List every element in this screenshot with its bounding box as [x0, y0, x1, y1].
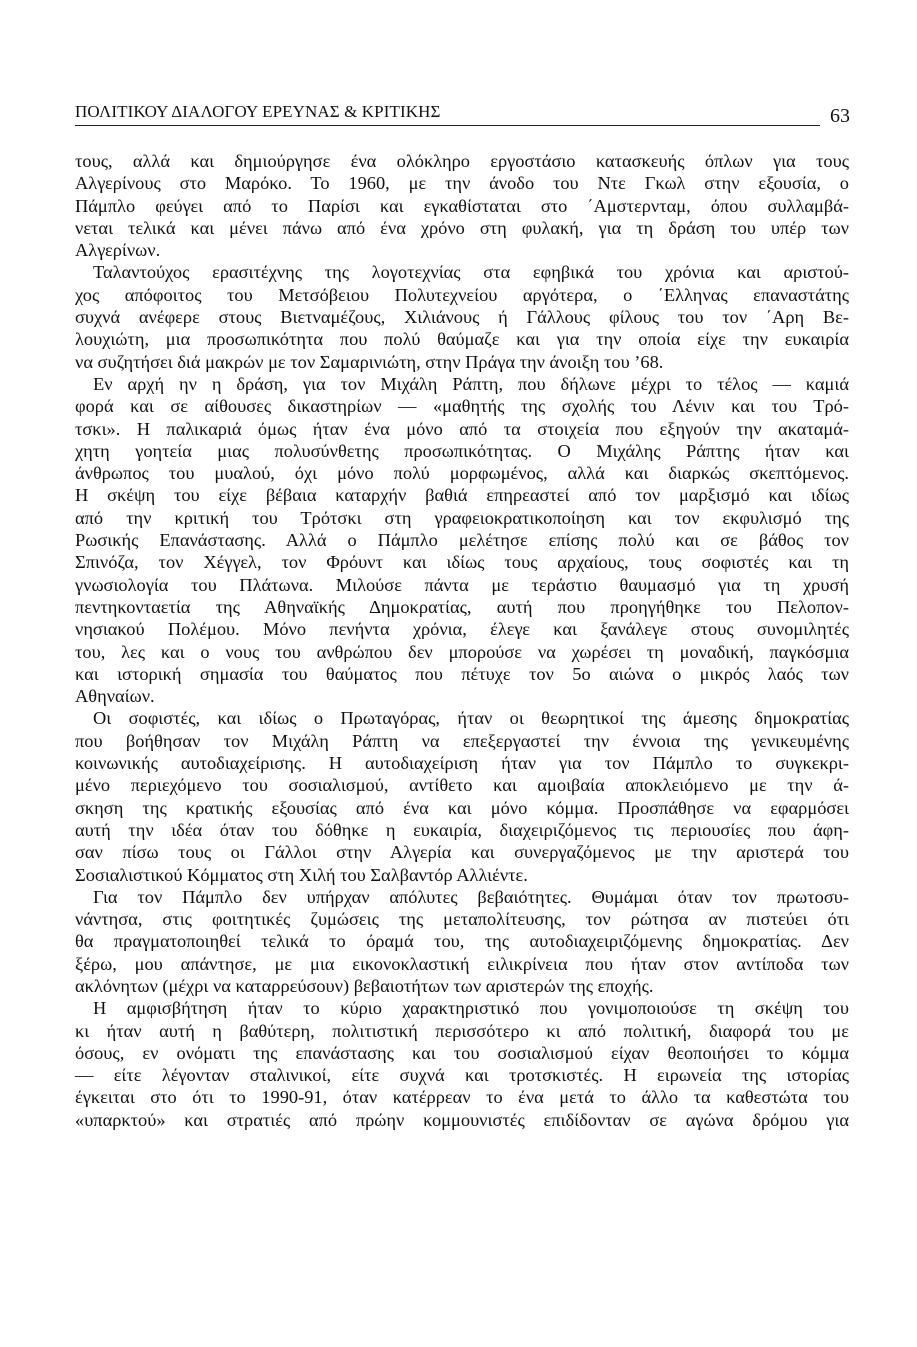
text-line: να συζητήσει διά μακρών με τον Σαμαρινιώτη, στην Πράγα την άνοιξη του ’68. [75, 351, 664, 372]
text-line: πεντηκονταετία της Αθηναϊκής Δημοκρατίας, αυτή που προηγήθηκε του Πελοπον- [75, 596, 849, 617]
text-line: ακλόνητων (μέχρι να καταρρεύσουν) βεβαιοτήτων των αριστερών της εποχής. [75, 975, 654, 996]
text-line: Αλγερίνους στο Μαρόκο. Το 1960, με την άνοδο του Ντε Γκωλ στην εξουσία, ο [75, 173, 849, 194]
body-text [75, 150, 849, 1131]
text-line: Σπινόζα, τον Χέγγελ, τον Φρόυντ και ιδίως τους αρχαίους, τους σοφιστές και τη [75, 552, 849, 573]
text-line: νησιακού Πολέμου. Μόνο πενήντα χρόνια, έλεγε και ξανάλεγε στους συνομιλητές [75, 619, 849, 640]
text-line: συχνά ανέφερε στους Βιετναμέζους, Χιλιάνους ή Γάλλους φίλους του τον ΄Αρη Βε- [75, 307, 849, 328]
header-rule [75, 125, 820, 126]
text-line: λουχιώτη, μια προσωπικότητα που πολύ θαύμαζε και για την οποία είχε την ευκαιρία [75, 329, 849, 350]
text-line: και ιστορική σημασία του θαύματος που πέτυχε τον 5ο αιώνα ο μικρός λαός των [75, 663, 849, 684]
text-line: — είτε λέγονταν σταλινικοί, είτε συχνά και τροτσκιστές. Η ειρωνεία της ιστορίας [75, 1065, 849, 1086]
text-line: από την κριτική του Τρότσκι στη γραφειοκρατικοποίηση και τον εκφυλισμό της [75, 507, 849, 528]
page-header [75, 98, 850, 128]
text-line: σκηση της κρατικής εξουσίας από ένα και μόνο κόμμα. Προσπάθησε να εφαρμόσει [75, 797, 849, 818]
paragraph [75, 997, 849, 1131]
page-number: 63 [830, 105, 850, 127]
text-line: έγκειται στο ότι το 1990-91, όταν κατέρρεαν το ένα μετά το άλλο τα καθεστώτα του [75, 1087, 849, 1108]
text-line: Ταλαντούχος ερασιτέχνης της λογοτεχνίας στα εφηβικά του χρόνια και αριστού- [93, 262, 849, 283]
text-line: γνωσιολογία του Πλάτωνα. Μιλούσε πάντα με τεράστιο θαυμασμό για τη χρυσή [75, 574, 849, 595]
text-line: τσκι». Η παλικαριά όμως ήταν ένα μόνο από τα στοιχεία που εξηγούν την ακαταμά- [75, 418, 849, 439]
text-line: θα πραγματοποιηθεί τελικά το όραμά του, της αυτοδιαχειριζόμενης δημοκρατίας. Δεν [75, 931, 849, 952]
text-line: που βοήθησαν τον Μιχάλη Ράπτη να επεξεργαστεί την έννοια της γενικευμένης [75, 730, 849, 751]
text-line: Πάμπλο φεύγει από το Παρίσι και εγκαθίσταται στο ΄Αμστερνταμ, όπου συλλαμβά- [75, 195, 849, 216]
text-line: Για τον Πάμπλο δεν υπήρχαν απόλυτες βεβαιότητες. Θυμάμαι όταν τον πρωτοσυ- [93, 886, 849, 907]
text-line: Ρωσικής Επανάστασης. Αλλά ο Πάμπλο μελέτησε επίσης πολύ και σε βάθος τον [75, 530, 849, 551]
text-line: άνθρωπος του μυαλού, όχι μόνο πολύ μορφωμένος, αλλά και διαρκώς σκεπτόμενος. [75, 463, 849, 484]
text-line: κοινωνικής αυτοδιαχείρισης. Η αυτοδιαχείριση ήταν για τον Πάμπλο το συγκεκρι- [75, 753, 849, 774]
text-line: όσους, εν ονόματι της επανάστασης και του σοσιαλισμού είχαν θεοποιήσει το κόμμα [75, 1042, 849, 1063]
text-line: Οι σοφιστές, και ιδίως ο Πρωταγόρας, ήταν οι θεωρητικοί της άμεσης δημοκρατίας [93, 708, 849, 729]
text-line: χος απόφοιτος του Μετσόβειου Πολυτεχνείου αργότερα, ο ΄Ελληνας επαναστάτης [75, 284, 849, 305]
text-line: «υπαρκτού» και στρατιές από πρώην κομμουνιστές επιδίδονταν σε αγώνα δρόμου για [75, 1109, 849, 1130]
text-line: νεται τελικά και μένει πάνω από ένα χρόνο στη φυλακή, για τη δράση του υπέρ των [75, 217, 849, 238]
text-line: Η αμφισβήτηση ήταν το κύριο χαρακτηριστικό που γονιμοποιούσε τη σκέψη του [93, 998, 849, 1019]
text-line: τους, αλλά και δημιούργησε ένα ολόκληρο εργοστάσιο κατασκευής όπλων για τους [75, 151, 849, 171]
text-line: Αθηναίων. [75, 686, 155, 707]
text-line: του, λες και ο νους του ανθρώπου δεν μπορούσε να χωρέσει τη μοναδική, παγκόσμια [75, 641, 849, 662]
text-line: φορά και σε αίθουσες δικαστηρίων — «μαθητής της σχολής του Λένιν και του Τρό- [75, 396, 849, 417]
paragraph [75, 707, 849, 885]
paragraph [75, 261, 849, 372]
text-line: αυτή την ιδέα όταν του δόθηκε η ευκαιρία, διαχειριζόμενος τις περιουσίες που άφη- [75, 819, 849, 840]
text-line: ξέρω, μου απάντησε, με μια εικονοκλαστική ειλικρίνεια που ήταν στον αντίποδα των [75, 953, 849, 974]
running-title: ΠΟΛΙΤΙΚΟΥ ΔΙΑΛΟΓΟΥ ΕΡΕΥΝΑΣ & ΚΡΙΤΙΚΗΣ [75, 102, 441, 121]
text-line: σαν πίσω τους οι Γάλλοι στην Αλγερία και συνεργαζόμενος με την αριστερά του [75, 842, 849, 863]
text-line: νάντησα, στις φοιτητικές ζυμώσεις της μεταπολίτευσης, τον ρώτησα αν πιστεύει ότι [75, 909, 849, 930]
text-line: Η σκέψη του είχε βέβαια καταρχήν βαθιά επηρεαστεί από τον μαρξισμό και ιδίως [75, 485, 849, 506]
text-line: μένο περιεχόμενο του σοσιαλισμού, αντίθετο και αμοιβαία αποκλειόμενο με την ά- [75, 775, 849, 796]
paragraph [75, 373, 849, 707]
text-line: Αλγερίνων. [75, 240, 161, 261]
text-line: Εν αρχή ην η δράση, για τον Μιχάλη Ράπτη, που δήλωνε μέχρι το τέλος — καμιά [93, 373, 849, 394]
text-line: χητη γοητεία μιας πολυσύνθετης προσωπικότητας. Ο Μιχάλης Ράπτης ήταν και [75, 440, 849, 461]
paragraph [75, 150, 849, 261]
text-line: Σοσιαλιστικού Κόμματος στη Χιλή του Σαλβαντόρ Αλλιέντε. [75, 864, 528, 885]
paragraph [75, 886, 849, 997]
text-line: κι ήταν αυτή η βαθύτερη, πολιτιστική περισσότερο κι από πολιτική, διαφορά του με [75, 1020, 849, 1041]
